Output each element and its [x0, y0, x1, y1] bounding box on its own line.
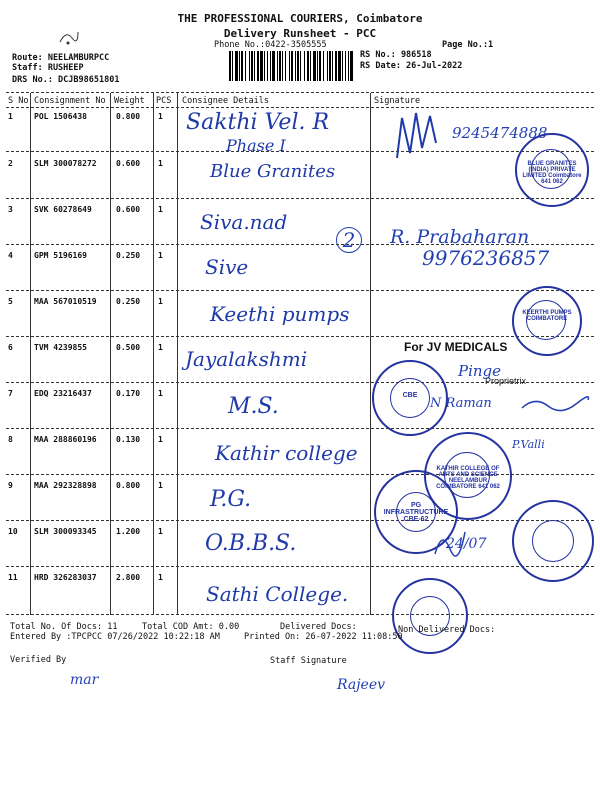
consignee-hand-9: P.G.	[210, 487, 252, 512]
route: Route: NEELAMBURPCC	[12, 53, 110, 63]
row-sno: 2	[8, 159, 13, 168]
row-weight: 2.800	[116, 573, 141, 582]
consignee-hand-3: Siva.nad	[200, 210, 288, 234]
non-delivered-docs: Non Delivered Docs:	[398, 625, 496, 635]
row-sno: 7	[8, 389, 13, 398]
stamp-kathir-college: KATHIR COLLEGE OF ARTS AND SCIENCE NEELAMBUR COIMBATORE 641 062	[424, 432, 512, 520]
row-pcs: 1	[158, 205, 163, 214]
signature-row-3: R. Prabaharan	[390, 226, 530, 248]
stamp-row-10	[512, 500, 594, 582]
col-consignee: Consignee Details	[182, 96, 269, 106]
row-weight: 0.170	[116, 389, 141, 398]
stamp-row-11	[392, 578, 468, 654]
row-consignment: POL 1506438	[34, 112, 87, 121]
row-weight: 0.250	[116, 251, 141, 260]
row-pcs: 1	[158, 389, 163, 398]
row-consignment: MAA 292328898	[34, 481, 97, 490]
runsheet-title: Delivery Runsheet - PCC	[223, 27, 377, 40]
entered-by: Entered By :TPCPCC 07/26/2022 10:22:18 AM	[10, 632, 220, 642]
row-weight: 0.800	[116, 481, 141, 490]
row-divider	[6, 428, 594, 429]
row-consignment: SVK 60278649	[34, 205, 92, 214]
verified-by-label: Verified By	[10, 655, 67, 665]
page-number: Page No.:1	[442, 40, 494, 50]
row-pcs: 1	[158, 435, 163, 444]
row-pcs: 1	[158, 343, 163, 352]
signature-date: 24/07	[446, 536, 487, 552]
row-pcs: 1	[158, 527, 163, 536]
staff-signature-label: Staff Signature	[270, 656, 347, 666]
jv-medicals-label: For JV MEDICALS	[404, 340, 508, 354]
row-sno: 4	[8, 251, 13, 260]
row-consignment: SLM 300093345	[34, 527, 97, 536]
company-name: THE PROFESSIONAL COURIERS, Coimbatore	[177, 12, 423, 25]
signature-phone-1: 9245474888	[452, 124, 548, 142]
row-sno: 9	[8, 481, 13, 490]
row-divider	[6, 151, 594, 152]
total-docs: Total No. Of Docs: 11	[10, 622, 118, 632]
row-weight: 0.500	[116, 343, 141, 352]
col-pcs: PCS	[156, 96, 172, 106]
signature-phone-2: 9976236857	[422, 246, 550, 270]
consignee-hand-4: Sive	[205, 255, 249, 279]
col-consignment: Consignment No	[34, 96, 106, 106]
printed-on: Printed On: 26-07-2022 11:08:50	[244, 632, 403, 642]
row-consignment: GPM 5196169	[34, 251, 87, 260]
consignee-hand-6: Jayalakshmi	[185, 347, 308, 371]
row-consignment: MAA 567010519	[34, 297, 97, 306]
row-weight: 0.250	[116, 297, 141, 306]
row-pcs: 1	[158, 112, 163, 121]
staff: Staff: RUSHEEP	[12, 63, 84, 73]
consignee-hand-8: Kathir college	[215, 441, 358, 465]
total-cod: Total COD Amt: 0.00	[142, 622, 240, 632]
row-weight: 0.800	[116, 112, 141, 121]
signature-row-6: Pinge	[458, 362, 502, 380]
consignee-hand-1b: Phase I	[226, 136, 286, 155]
row-consignment: TVM 4239855	[34, 343, 87, 352]
row-weight: 0.600	[116, 159, 141, 168]
row-consignment: EDQ 23216437	[34, 389, 92, 398]
signature-row-10	[430, 524, 470, 564]
row-sno: 10	[8, 527, 18, 536]
signature-pvalli: P.Valli	[512, 438, 545, 451]
barcode	[229, 51, 353, 81]
row-divider	[6, 566, 594, 567]
row-pcs: 1	[158, 251, 163, 260]
stamp-blue-granites: BLUE GRANITES (INDIA) PRIVATE LIMITED Coimbatore 641 062	[515, 133, 589, 207]
row-divider	[6, 336, 594, 337]
row-sno: 3	[8, 205, 13, 214]
signature-squiggle	[520, 394, 590, 416]
row-sno: 5	[8, 297, 13, 306]
consignee-hand-10: O.B.B.S.	[205, 531, 297, 556]
row-consignment: MAA 288860196	[34, 435, 97, 444]
circled-number: 2	[336, 227, 362, 253]
stamp-keerthi: KEERTHI PUMPS COIMBATORE	[512, 286, 582, 356]
divider	[6, 92, 594, 93]
rs-date: RS Date: 26-Jul-2022	[360, 61, 463, 71]
row-divider	[6, 290, 594, 291]
col-sno: S No	[8, 96, 29, 106]
row-divider	[6, 520, 594, 521]
consignee-hand-7: M.S.	[228, 394, 279, 419]
row-consignment: HRD 326283037	[34, 573, 97, 582]
rs-number: RS No.: 986518	[360, 50, 432, 60]
consignee-hand-1: Sakthi Vel. R	[186, 110, 330, 135]
phone-number: Phone No.:0422-3505555	[214, 40, 327, 50]
signature-row-1	[392, 108, 442, 168]
signature-row-7: N Raman	[430, 396, 492, 411]
row-sno: 11	[8, 573, 18, 582]
col-signature: Signature	[374, 96, 421, 106]
divider	[6, 107, 594, 108]
row-weight: 0.130	[116, 435, 141, 444]
row-pcs: 1	[158, 159, 163, 168]
row-consignment: SLM 300078272	[34, 159, 97, 168]
row-sno: 8	[8, 435, 13, 444]
row-weight: 0.600	[116, 205, 141, 214]
stamp-pg-infrastructure: PG INFRASTRUCTURE CBE-62	[374, 470, 458, 554]
drs-number: DRS No.: DCJB98651801	[12, 75, 120, 85]
row-sno: 1	[8, 112, 13, 121]
row-divider	[6, 198, 594, 199]
row-pcs: 1	[158, 573, 163, 582]
delivered-docs: Delivered Docs:	[280, 622, 357, 632]
row-divider	[6, 614, 594, 615]
stamp-cbe: CBE	[372, 360, 448, 436]
row-weight: 1.200	[116, 527, 141, 536]
proprietrix-label: Proprietrix	[485, 376, 527, 386]
consignee-hand-11: Sathi College.	[206, 582, 349, 606]
row-pcs: 1	[158, 481, 163, 490]
row-pcs: 1	[158, 297, 163, 306]
logo-icon	[58, 28, 80, 48]
consignee-hand-5: Keethi pumps	[210, 302, 350, 326]
staff-signature: Rajeev	[337, 677, 386, 693]
consignee-hand-2: Blue Granites	[210, 161, 336, 182]
row-sno: 6	[8, 343, 13, 352]
col-weight: Weight	[114, 96, 145, 106]
verifier-signature: mar	[70, 672, 99, 688]
